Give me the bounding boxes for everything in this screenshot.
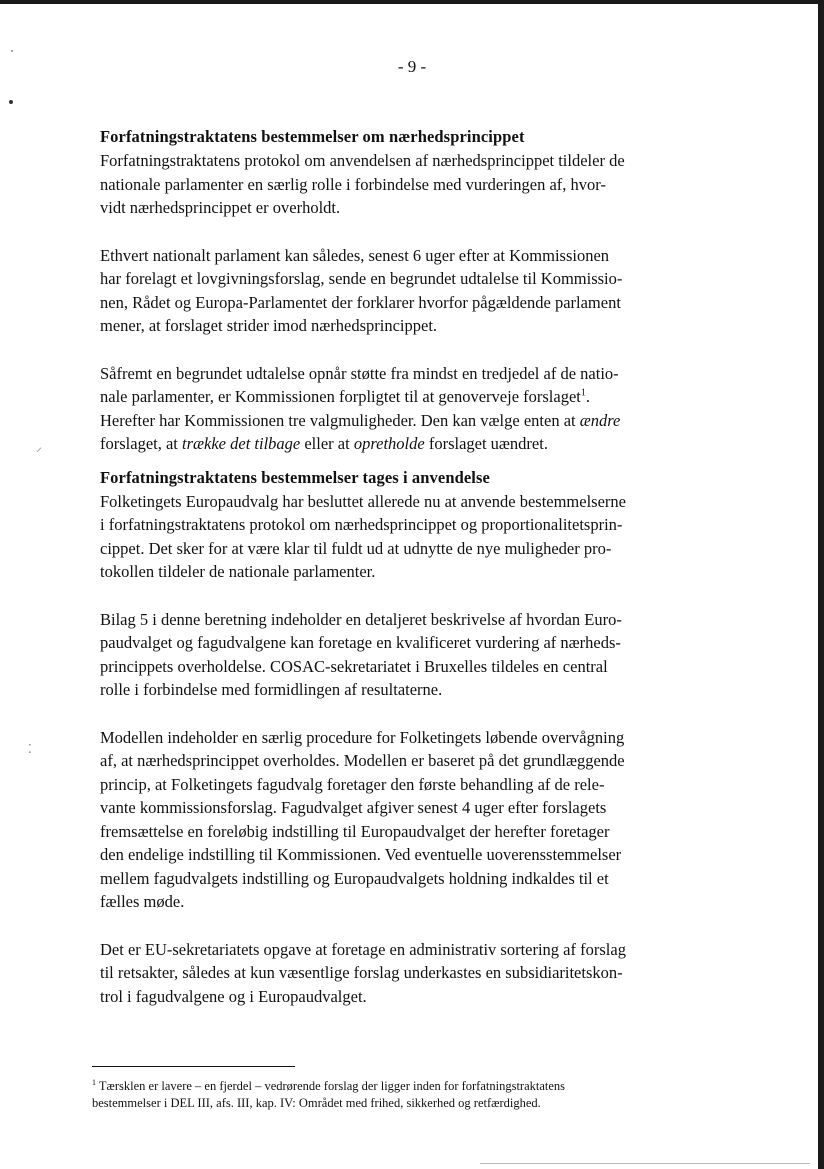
scan-artifact-line xyxy=(480,1163,810,1164)
footnote-text: Tærsklen er lavere – en fjerdel – vedrørende forslag der ligger inden for forfatningstraktatens xyxy=(98,1079,566,1093)
text-line: Folketingets Europaudvalg har besluttet allerede nu at anvende bestemmelserne xyxy=(100,491,626,511)
scan-border-right xyxy=(818,0,824,1169)
text-line: . xyxy=(585,387,591,406)
text-line: mener, at forslaget strider imod nærhedsprincippet. xyxy=(100,316,438,335)
scan-speck xyxy=(11,50,13,52)
text-line: princip, at Folketingets fagudvalg foretager den første behandling af de rele- xyxy=(100,774,605,794)
paragraph-5 xyxy=(100,608,630,702)
text-line: Ethvert nationalt parlament kan således, senest 6 uger efter at Kommissionen xyxy=(100,245,610,265)
text-line: Bilag 5 i denne beretning indeholder en detaljeret beskrivelse af hvordan Euro- xyxy=(100,609,622,629)
text-line: Forfatningstraktatens protokol om anvendelsen af nærhedsprincippet tildeler de xyxy=(100,151,625,170)
text-line: princippets overholdelse. COSAC-sekretariatet i Bruxelles tildeles en central xyxy=(100,656,608,676)
text-line: Herefter har Kommissionen tre valgmuligheder. Den kan vælge enten at xyxy=(100,410,580,430)
text-line: har forelagt et lovgivningsforslag, sende en begrundet udtalelse til Kommissio- xyxy=(100,269,623,288)
footnote-text: bestemmelser i DEL III, afs. III, kap. IV: Området med frihed, sikkerhed og retfærdighed. xyxy=(92,1096,541,1110)
text-line: tokollen tildeler de nationale parlamenter. xyxy=(100,562,376,581)
text-line: trol i fagudvalgene og i Europaudvalget. xyxy=(100,986,367,1006)
scan-border-top xyxy=(0,0,824,4)
text-line: til retsakter, således at kun væsentlige forslag underkastes en subsidiaritetskon- xyxy=(100,963,623,982)
text-line: nen, Rådet og Europa-Parlamentet der forklarer hvorfor pågældende parlament xyxy=(100,292,621,312)
paragraph-2 xyxy=(100,244,630,338)
scan-speck xyxy=(9,100,13,104)
paragraph-7 xyxy=(100,938,630,1009)
footnote-marker: 1 xyxy=(92,1077,96,1087)
text-line: eller at xyxy=(300,434,354,453)
scan-artifact: ⸝ xyxy=(36,440,43,454)
text-line: vidt nærhedsprincippet er overholdt. xyxy=(100,198,341,217)
page-number: - 9 - xyxy=(397,57,427,76)
footnote xyxy=(92,1078,652,1112)
text-line: nationale parlamenter en særlig rolle i forbindelse med vurderingen af, hvor- xyxy=(100,174,606,194)
footnote-separator xyxy=(92,1066,295,1067)
text-line: forslaget, at xyxy=(100,434,183,453)
text-line: fremsættelse en foreløbig indstilling til Europaudvalget der herefter foretager xyxy=(100,821,610,841)
emphasis-text: opretholde xyxy=(353,434,425,453)
text-line: cippet. Det sker for at være klar til fuldt ud at udnytte de nye muligheder pro- xyxy=(100,538,612,558)
paragraph-1 xyxy=(100,149,630,220)
section-heading-1: Forfatningstraktatens bestemmelser om nærhedsprincippet xyxy=(100,127,525,146)
text-line: Det er EU-sekretariatets opgave at foretage en administrativ sortering af forslag xyxy=(100,939,626,959)
paragraph-4 xyxy=(100,490,630,584)
text-line: den endelige indstilling til Kommissionen. Ved eventuelle uoverensstemmelser xyxy=(100,845,622,864)
text-line: Såfremt en begrundet udtalelse opnår støtte fra mindst en tredjedel af de natio- xyxy=(100,363,619,383)
text-line: fælles møde. xyxy=(100,892,185,911)
emphasis-text: ændre xyxy=(579,410,621,430)
text-line: Modellen indeholder en særlig procedure for Folketingets løbende overvågning xyxy=(100,727,625,747)
body-text xyxy=(100,125,630,1008)
text-line: nale parlamenter, er Kommissionen forpligtet til at genoverveje forslaget xyxy=(100,387,581,406)
text-line: af, at nærhedsprincippet overholdes. Modellen er baseret på det grundlæggende xyxy=(100,751,625,770)
scan-artifact: ⁚ xyxy=(28,742,32,756)
footnote-reference[interactable]: 1 xyxy=(580,387,586,399)
text-line: i forfatningstraktatens protokol om nærhedsprincippet og proportionalitetsprin- xyxy=(100,515,623,534)
emphasis-text: trække det tilbage xyxy=(182,434,301,453)
paragraph-3 xyxy=(100,362,630,456)
text-line: mellem fagudvalgets indstilling og Europaudvalgets holdning indkaldes til et xyxy=(100,868,609,888)
text-line: rolle i forbindelse med formidlingen af resultaterne. xyxy=(100,680,443,699)
text-line: vante kommissionsforslag. Fagudvalget afgiver senest 4 uger efter forslagets xyxy=(100,798,607,817)
text-line: paudvalget og fagudvalgene kan foretage en kvalificeret vurdering af nærheds- xyxy=(100,633,621,652)
text-line: forslaget uændret. xyxy=(424,434,548,453)
section-heading-2: Forfatningstraktatens bestemmelser tages i anvendelse xyxy=(100,467,490,487)
paragraph-6 xyxy=(100,726,630,914)
